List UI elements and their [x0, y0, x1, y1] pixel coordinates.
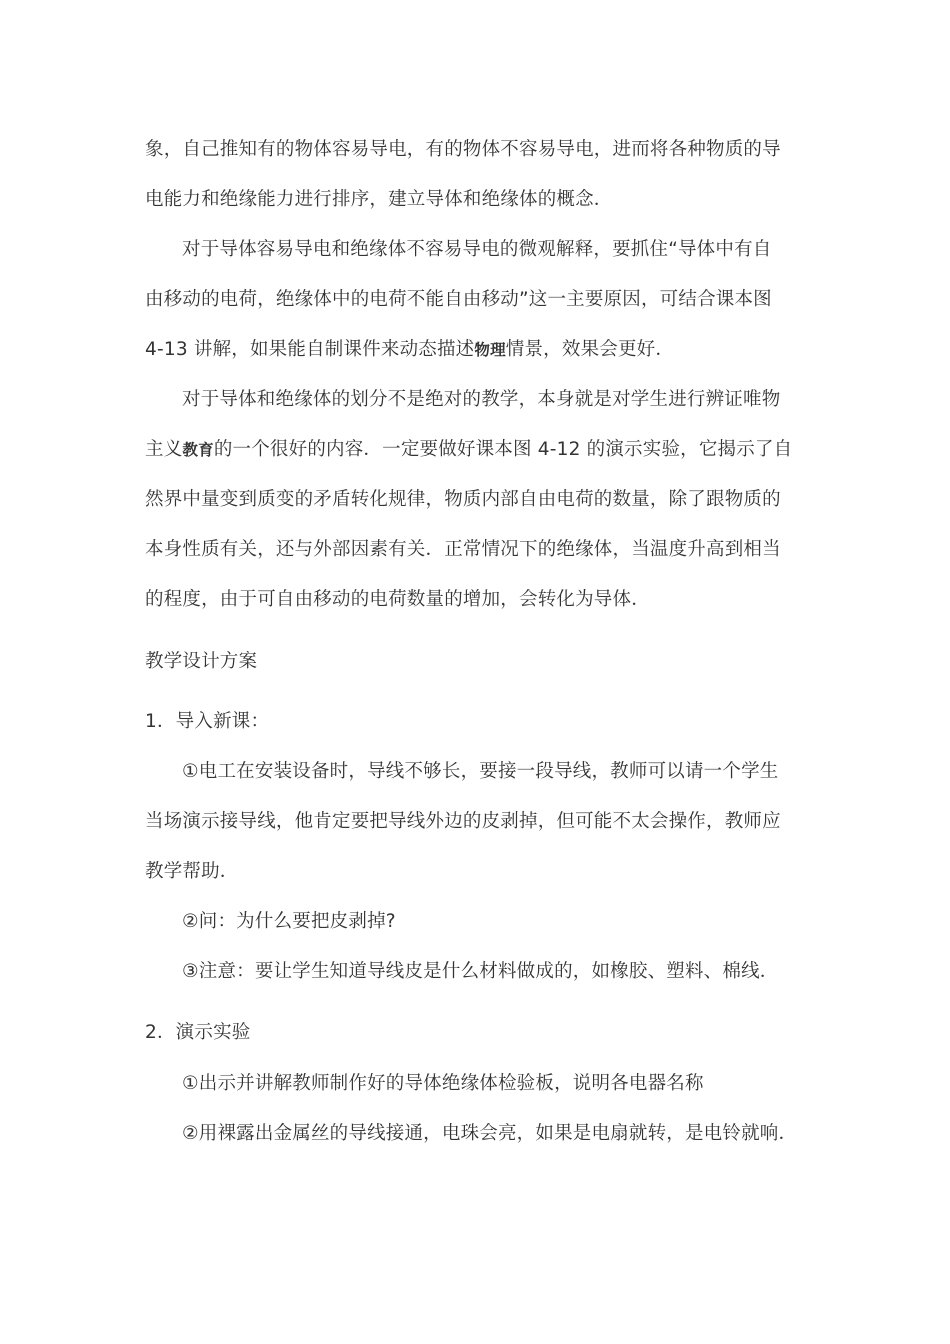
text-line: [145, 337, 674, 363]
emphasized-word: 物理: [474, 341, 506, 359]
text-line-content: 对于导体容易导电和绝缘体不容易导电的微观解释，要抓住“导体中有自: [182, 239, 772, 260]
text-line-content: 4-13 讲解，如果能自制课件来动态描述: [145, 339, 475, 360]
text-line-content: ①电工在安装设备时，导线不够长，要接一段导线，教师可以请一个学生: [182, 761, 779, 782]
section-heading-text: 教学设计方案: [145, 651, 258, 672]
text-line-content: 教学帮助．: [145, 861, 239, 882]
text-line-content: ①出示并讲解教师制作好的导体绝缘体检验板，说明各电器名称: [182, 1073, 704, 1094]
text-line-content: 的程度，由于可自由移动的电荷数量的增加，会转化为导体．: [145, 589, 650, 610]
text-line-content: ②用裸露出金属丝的导线接通，电珠会亮，如果是电扇就转，是电铃就响．: [182, 1123, 798, 1144]
text-line-content: 的一个很好的内容．一定要做好课本图 4-12 的演示实验，它揭示了自: [213, 439, 793, 460]
text-line: [145, 437, 792, 463]
text-line-content: 对于导体和绝缘体的划分不是绝对的教学，本身就是对学生进行辨证唯物: [182, 389, 781, 410]
text-line: [145, 809, 781, 835]
text-line-content: 由移动的电荷，绝缘体中的电荷不能自由移动”这一主要原因，可结合课本图: [145, 289, 772, 310]
list-item: [182, 1121, 797, 1147]
text-line: [145, 187, 613, 213]
emphasized-word: 教育: [182, 441, 214, 459]
numbered-heading: [145, 709, 269, 735]
text-line-content: 情景，效果会更好．: [505, 339, 675, 360]
numbered-heading-text: 2．演示实验: [145, 1022, 251, 1043]
paragraph-first-line: [182, 237, 772, 263]
list-item: [182, 959, 779, 985]
text-line-content: 然界中量变到质变的矛盾转化规律，物质内部自由电荷的数量，除了跟物质的: [145, 489, 781, 510]
list-item: [182, 909, 396, 935]
text-line-content: 当场演示接导线，他肯定要把导线外边的皮剥掉，但可能不太会操作，教师应: [145, 811, 781, 832]
numbered-heading-text: 1．导入新课：: [145, 711, 270, 732]
text-line: [145, 587, 650, 613]
text-line-content: 电能力和绝缘能力进行排序，建立导体和绝缘体的概念．: [145, 189, 613, 210]
list-item: [182, 759, 779, 785]
list-item: [182, 1071, 704, 1097]
text-line: [145, 137, 781, 163]
text-line-content: ②问：为什么要把皮剥掉?: [182, 911, 396, 932]
numbered-heading: [145, 1020, 250, 1046]
text-line-content: 主义: [145, 439, 183, 460]
text-line: [145, 537, 781, 563]
paragraph-first-line: [182, 387, 780, 413]
text-line: [145, 859, 239, 885]
section-heading: [145, 649, 257, 675]
text-line-content: 本身性质有关，还与外部因素有关．正常情况下的绝缘体，当温度升高到相当: [145, 539, 781, 560]
text-line-content: 象，自己推知有的物体容易导电，有的物体不容易导电，进而将各种物质的导: [145, 139, 781, 160]
text-line: [145, 487, 781, 513]
text-line-content: ③注意：要让学生知道导线皮是什么材料做成的，如橡胶、塑料、棉线．: [182, 961, 779, 982]
text-line: [145, 287, 772, 313]
